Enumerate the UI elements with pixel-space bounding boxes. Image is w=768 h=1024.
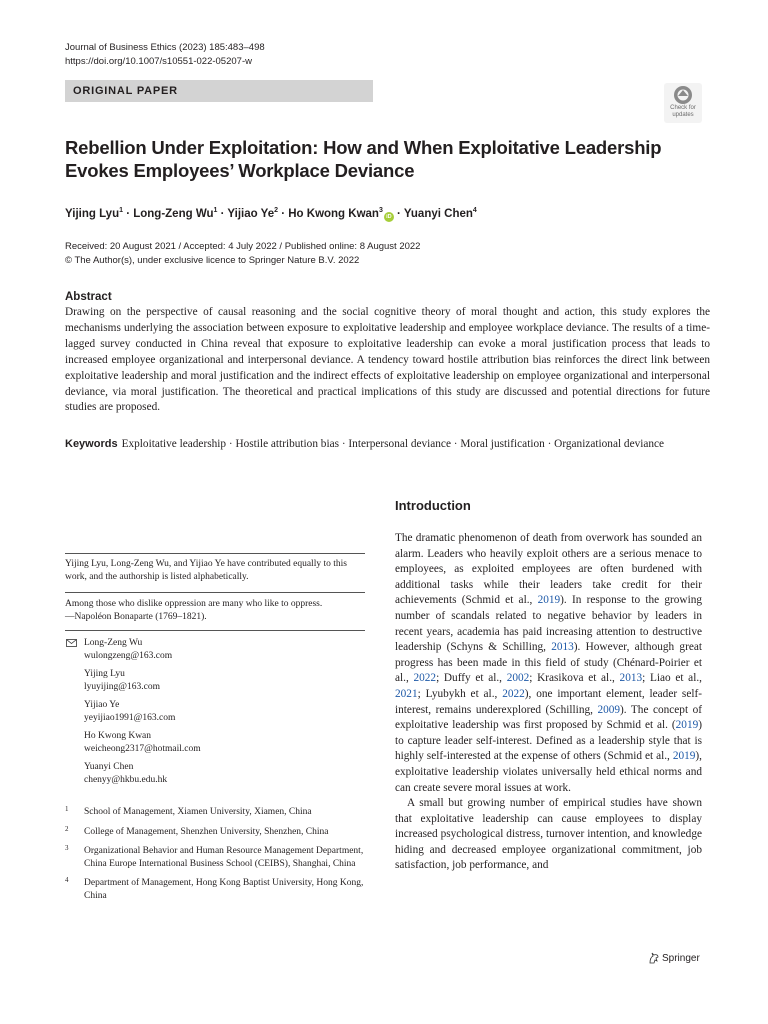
text-run: ), one important element, leader self-interest, remains underexplored (Schilling, — [395, 687, 703, 716]
journal-header — [65, 41, 265, 69]
text-run: ; Krasikova et al., — [529, 672, 620, 685]
affiliation-entry — [65, 877, 365, 902]
contact-entry — [65, 730, 365, 755]
publication-dates — [65, 240, 420, 268]
citation-link[interactable]: 2022 — [413, 672, 437, 685]
author-affiliation-mark: 1 — [119, 207, 123, 214]
epigraph-source: —Napoléon Bonaparte (1769–1821). — [65, 612, 207, 622]
contact-name: Ho Kwong Kwan — [84, 731, 152, 741]
keywords-label: Keywords — [65, 438, 118, 450]
paper-title: Rebellion Under Exploitation: How and When Exploitative Leadership Evokes Employees’ Workplace Deviance — [65, 137, 662, 181]
check-updates-line1: Check for — [670, 105, 696, 111]
contact-name: Yijing Lyu — [84, 669, 125, 679]
text-run: ). The concept of exploitative leadership was first proposed by Schmid et al. ( — [395, 703, 702, 732]
contact-email[interactable]: wulongzeng@163.com — [84, 650, 173, 661]
publisher-name: Springer — [662, 953, 700, 964]
contact-name: Long-Zeng Wu — [84, 638, 143, 648]
envelope-icon — [66, 639, 77, 647]
keywords — [65, 436, 710, 452]
text-run: ; Lyubykh et al., — [417, 687, 503, 700]
contact-list — [65, 637, 365, 792]
dates-line: Received: 20 August 2021 / Accepted: 4 July 2022 / Published online: 8 August 2022 — [65, 241, 421, 252]
affiliation-number: 3 — [65, 844, 69, 852]
abstract-heading: Abstract — [65, 291, 112, 303]
footnote-divider — [65, 592, 365, 593]
text-run: ), exploitative leadership violates universally held ethical norms and can create severe moral issues at work. — [395, 750, 702, 794]
citation-link[interactable]: 2021 — [395, 687, 418, 700]
citation-link[interactable]: 2019 — [675, 719, 699, 732]
epigraph — [65, 598, 365, 624]
affiliation-entry — [65, 806, 365, 819]
publisher-logo — [648, 952, 700, 964]
author-affiliation-mark: 4 — [472, 207, 477, 214]
text-run: The dramatic phenomenon of death from overwork has sounded an alarm. Leaders who heavily exploit others are a serious menace to employees, as exploited employees are often burdened with additional tasks while their leaders take credit for their achievements (Schmid et al., — [395, 532, 702, 607]
affiliation-text: School of Management, Xiamen University, Xiamen, China — [84, 807, 312, 817]
citation-link[interactable]: 2013 — [619, 672, 643, 685]
footnote-divider — [65, 630, 365, 631]
author-affiliation-mark: 2 — [274, 207, 278, 214]
citation-link[interactable]: 2019 — [537, 594, 561, 607]
contact-entry — [65, 699, 365, 724]
introduction-body — [395, 531, 702, 874]
citation-link[interactable]: 2022 — [502, 687, 525, 700]
check-updates-line2: updates — [672, 111, 694, 118]
author-name[interactable]: Yuanyi Chen — [403, 208, 473, 220]
doi-link[interactable]: https://doi.org/10.1007/s10551-022-05207-w — [65, 56, 252, 67]
text-run: ; Duffy et al., — [436, 672, 507, 685]
paper-type-banner: ORIGINAL PAPER — [65, 80, 373, 102]
abstract-text: Drawing on the perspective of causal reasoning and the social cognitive theory of moral thought and action, this study explores the mechanisms underlying the association between exposure to exploitative leadership and employee workplace deviance. The results of a time-lagged survey conducted in China reveal that exposure to exploitative leadership can evoke a moral justification process that leads to increased employee organizational and interpersonal deviance. A tendency toward hostile attribution bias reinforces the direct link between exploitative leadership and moral justification and the indirect effects of exploitative leadership on employee organizational and interpersonal deviance, via moral justification. The theoretical and practical implications of this study are discussed and potential directions for future studies are proposed. — [65, 306, 710, 414]
affiliation-number: 4 — [65, 876, 69, 884]
author-list: Yijing Lyu$^1$ · Long-Zeng $Wu^1$ · Yijiao $Ye^2 \cdot Ho$ Kwong Kwan$^3$iD · Yuanyi Chen$^4$ — [65, 207, 477, 220]
affiliation-entry — [65, 826, 365, 839]
epigraph-quote: Among those who dislike oppression are many who like to oppress. — [65, 599, 323, 609]
introduction-paragraph: A small but growing number of empirical studies have shown that exploitative leadership can cause employees to display increased psychological distress, turnover intention, and knowledge hiding and decreased employee organizational commitment, job satisfaction, job performance, and — [395, 797, 702, 872]
footnote-divider — [65, 553, 365, 554]
contact-email[interactable]: lyuyijing@163.com — [84, 681, 161, 692]
journal-citation: Journal of Business Ethics (2023) 185:483–498 — [65, 42, 265, 53]
text-run: ) to capture leader self-interest. Defined as a leadership style that is highly self-interested at the expense of others (Schmid et al., — [395, 719, 702, 763]
author-affiliation-mark: 3 — [378, 207, 383, 214]
springer-horse-icon — [648, 952, 660, 964]
affiliation-text: College of Management, Shenzhen University, Shenzhen, China — [84, 826, 329, 837]
citation-link[interactable]: 2009 — [597, 703, 621, 716]
citation-link[interactable]: 2019 — [672, 750, 696, 763]
author-name[interactable]: Ho Kwong Kwan — [288, 208, 379, 220]
contact-email[interactable]: chenyy@hkbu.edu.hk — [84, 774, 168, 785]
author-name[interactable]: Yijiao Ye — [227, 208, 275, 220]
keywords-text: Exploitative leadership · Hostile attribution bias · Interpersonal deviance · Moral justification · Organizational deviance — [121, 438, 665, 450]
text-run: ; Liao et al., — [642, 672, 702, 685]
affiliation-text: Organizational Behavior and Human Resource Management Department, China Europe International Business School (CEIBS), Shanghai, China — [84, 846, 364, 869]
text-run: ). However, although great progress has been made in this field of study (Chénard-Poirier et al., — [395, 641, 702, 685]
contact-email[interactable]: weicheong2317@hotmail.com — [84, 743, 201, 754]
citation-link[interactable]: 2013 — [551, 641, 574, 654]
contact-entry — [65, 761, 365, 786]
affiliation-entry — [65, 845, 365, 870]
contact-email[interactable]: yeyijiao1991@163.com — [84, 712, 176, 723]
contact-entry — [65, 668, 365, 693]
author-affiliation-mark: 1 — [213, 207, 218, 214]
citation-link[interactable]: 2002 — [506, 672, 530, 685]
text-run: ). In response to the growing number of scandals related to negative behavior by leaders in recent years, academia has paid increasing attention to destructive leadership (Schyns & Schilling, — [395, 594, 703, 654]
copyright-line: © The Author(s), under exclusive licence to Springer Nature B.V. 2022 — [65, 255, 360, 266]
introduction-heading: Introduction — [395, 498, 471, 513]
contact-name: Yuanyi Chen — [84, 762, 134, 772]
contribution-note: Yijing Lyu, Long-Zeng Wu, and Yijiao Ye have contributed equally to this work, and the authorship is listed alphabetically. — [65, 559, 347, 582]
introduction-paragraph — [395, 531, 702, 796]
check-for-updates-badge[interactable] — [664, 83, 702, 123]
author-name[interactable]: Yijing Lyu — [65, 208, 120, 220]
affiliation-text: Department of Management, Hong Kong Baptist University, Hong Kong, China — [84, 878, 364, 901]
affiliation-number: 1 — [65, 805, 69, 813]
contact-name: Yijiao Ye — [84, 700, 120, 710]
affiliation-list — [65, 806, 365, 909]
contact-entry — [65, 637, 365, 662]
author-name[interactable]: Long-Zeng Wu — [133, 208, 214, 220]
check-updates-icon — [673, 85, 693, 105]
orcid-icon[interactable]: iD — [384, 212, 394, 222]
affiliation-number: 2 — [65, 824, 69, 833]
